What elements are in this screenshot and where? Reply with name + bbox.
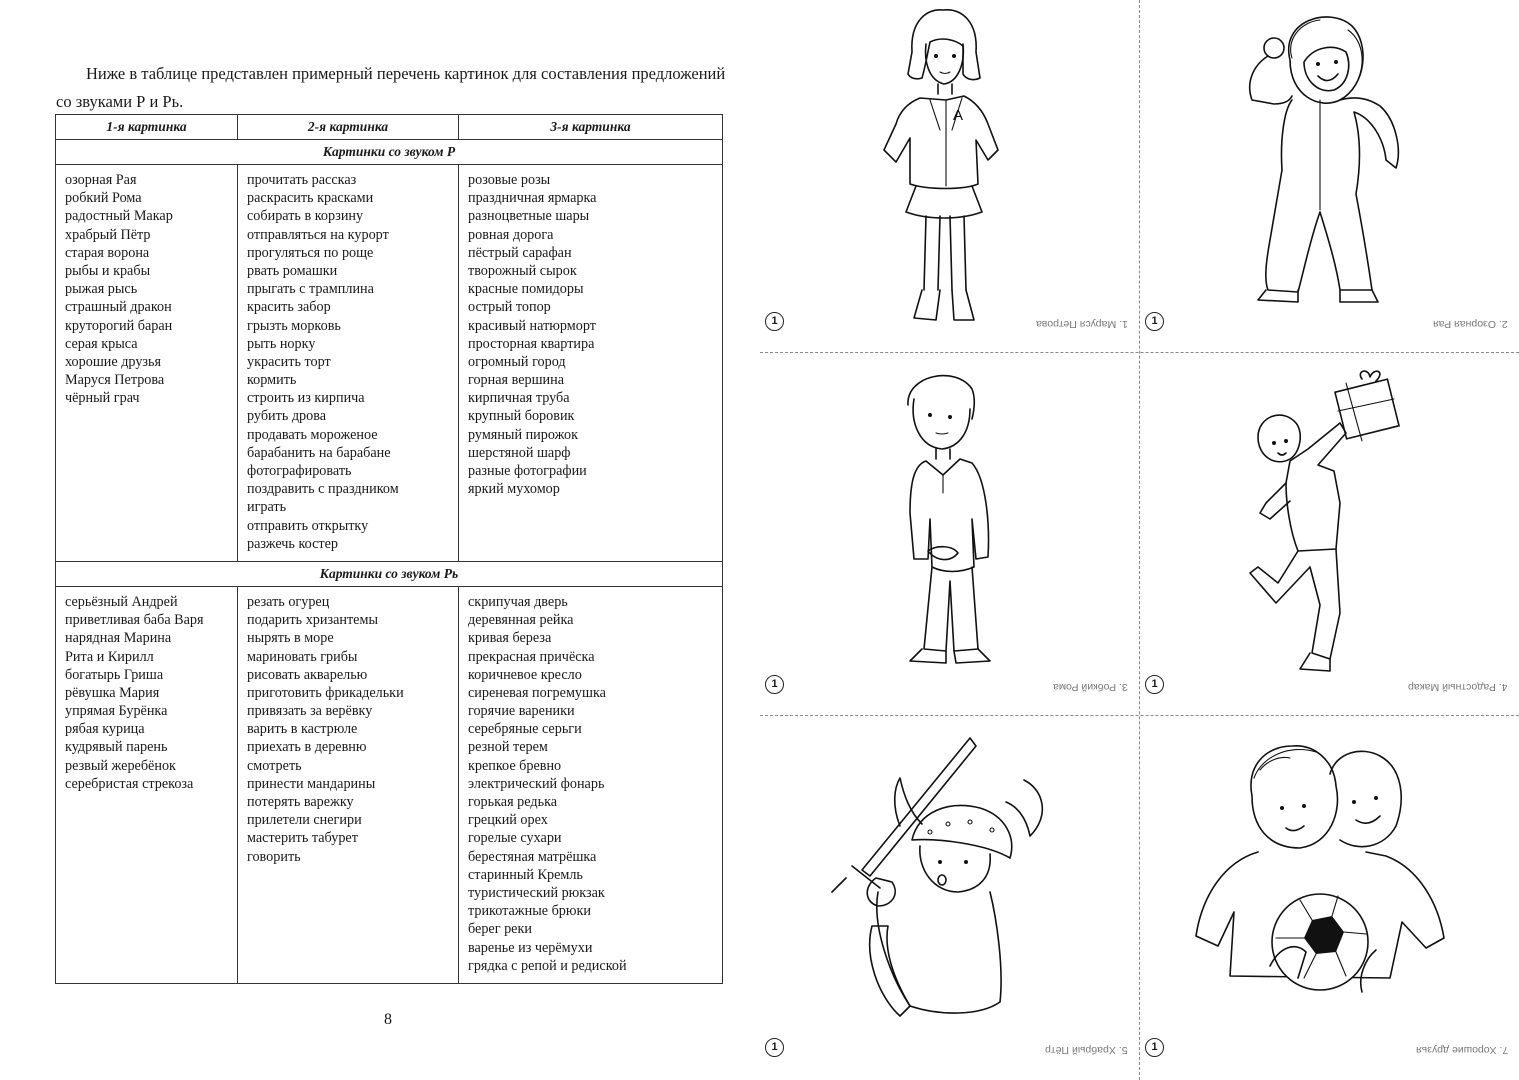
list-r-col1 [65,171,237,407]
list-item: рыбы и крабы [65,262,151,279]
list-item: привязать за верёвку [247,703,373,720]
list-item: играть [247,499,287,516]
list-item: красивый натюрморт [468,317,596,334]
card-5-caption: 5. Храбрый Пётр [1045,1044,1128,1056]
list-item: электрический фонарь [468,775,605,792]
list-item: прогуляться по роще [247,244,374,261]
list-item: кормить [247,372,297,389]
list-item: старая ворона [65,244,150,261]
list-item: приготовить фрикадельки [247,684,404,701]
list-item: Маруся Петрова [65,372,165,389]
header-picture-1: 1-я картинка [56,115,238,140]
table-header-row [56,115,723,140]
list-item: украсить торт [247,353,331,370]
list-item: поздравить с праздником [247,481,399,498]
card-2-caption: 2. Озорная Рая [1433,318,1508,330]
picture-card-3 [760,353,1140,716]
list-item: радостный Макар [65,208,173,225]
list-item: скрипучая дверь [468,593,568,610]
list-item: мастерить табурет [247,830,358,847]
list-item: богатырь Гриша [65,666,164,683]
list-item: румяный пирожок [468,426,579,443]
list-item: горячие вареники [468,703,575,720]
list-item: прилетели снегири [247,812,362,829]
list-item: хорошие друзья [65,353,162,370]
list-item: просторная квартира [468,335,595,352]
list-item: берег реки [468,921,532,938]
list-item: рисовать акварелью [247,666,368,683]
list-rj-col2 [247,593,458,866]
list-item: упрямая Бурёнка [65,703,168,720]
list-item: крепкое бревно [468,757,562,774]
section-rj-row [56,586,723,983]
card-3-caption: 3. Робкий Рома [1053,681,1128,693]
list-item: коричневое кресло [468,666,582,683]
section-r-col1 [56,165,238,562]
joyful-boy-with-gift-illustration [1140,353,1519,693]
list-item: фотографировать [247,463,352,479]
list-item: говорить [247,848,301,865]
list-item: рвать ромашки [247,262,338,279]
list-item: грызть морковь [247,317,341,334]
list-rj-col1 [65,593,237,793]
list-item: прыгать с трамплина [247,281,374,298]
list-item: берестяная матрёшка [468,848,597,865]
section-r-title-row [56,140,723,165]
card-4-badge: 1 [1145,675,1164,694]
list-item: разноцветные шары [468,208,590,225]
list-item: горелые сухари [468,830,562,847]
list-item: Рита и Кирилл [65,648,154,665]
list-item: острый топор [468,299,551,316]
list-item: смотреть [247,757,302,774]
list-item: приехать в деревню [247,739,367,756]
list-item: приветливая баба Варя [65,612,204,629]
list-item: серая крыса [65,335,138,352]
header-picture-2: 2-я картинка [238,115,459,140]
list-item: грядка с репой и редиской [468,957,627,974]
list-item: творожный сырок [468,262,577,279]
intro-paragraph: Ниже в таблице представлен примерный перечень картинок для составления предложений со звуками Р и Рь. [56,64,726,111]
list-item: пёстрый сарафан [468,244,572,261]
list-item: робкий Рома [65,190,142,207]
section-r-col2 [238,165,459,562]
list-item: праздничная ярмарка [468,190,597,207]
card-1-caption: 1. Маруся Петрова [1036,318,1128,330]
section-r-title: Картинки со звуком Р [56,140,723,165]
list-item: храбрый Пётр [65,226,151,243]
header-picture-3: 3-я картинка [459,115,723,140]
list-item: кривая береза [468,630,552,647]
list-item: туристический рюкзак [468,884,605,901]
section-rj-title: Картинки со звуком Рь [56,561,723,586]
list-item: варить в кастрюле [247,721,358,738]
list-item: отправляться на курорт [247,226,389,243]
section-rj-col2 [238,586,459,983]
picture-card-6 [1140,716,1519,1079]
list-item: собирать в корзину [247,208,364,225]
list-item: нырять в море [247,630,334,647]
list-item: отправить открытку [247,517,369,534]
list-item: строить из кирпича [247,390,365,407]
list-item: кудрявый парень [65,739,168,756]
list-item: потерять варежку [247,794,354,810]
list-item: продавать мороженое [247,426,378,443]
girl-illustration [760,0,1140,340]
list-item: серебристая стрекоза [65,775,194,792]
list-item: горная вершина [468,372,565,389]
card-2-badge: 1 [1145,312,1164,331]
list-item: грецкий орех [468,812,548,829]
list-item: горькая редька [468,794,558,810]
card-6-badge: 1 [1145,1038,1164,1057]
list-item: резать огурец [247,593,330,610]
picture-card-4 [1140,353,1519,716]
word-table [55,114,723,984]
list-item: чёрный грач [65,390,140,407]
list-item: нарядная Марина [65,630,172,647]
list-item: рыжая рысь [65,281,138,298]
list-item: прекрасная причёска [468,648,595,665]
brave-viking-boy-illustration [760,716,1140,1056]
list-rj-col3 [468,593,722,975]
picture-card-5 [760,716,1140,1079]
right-page [760,0,1519,1080]
list-item: рябая курица [65,721,145,738]
list-r-col2 [247,171,458,553]
list-item: серьёзный Андрей [65,593,178,610]
list-r-col3 [468,171,722,498]
svg-text:A: A [953,107,964,124]
list-item: подарить хризантемы [247,612,378,629]
card-1-badge: 1 [765,312,784,331]
list-item: ровная дорога [468,226,554,243]
card-5-badge: 1 [765,1038,784,1057]
list-item: сиреневая погремушка [468,684,606,701]
list-item: красные помидоры [468,281,584,298]
list-item: резвый жеребёнок [65,757,176,774]
list-item: розовые розы [468,172,551,188]
snowsuit-child-illustration [1140,0,1519,340]
list-item: старинный Кремль [468,866,583,883]
list-item: принести мандарины [247,775,376,792]
list-item: варенье из черёмухи [468,939,593,956]
shy-boy-illustration [760,353,1140,693]
list-item: деревянная рейка [468,612,574,629]
list-item: серебряные серьги [468,721,582,738]
section-r-row [56,165,723,562]
list-item: кирпичная труба [468,390,570,407]
list-item: барабанить на барабане [247,444,391,461]
picture-card-2 [1140,0,1519,363]
section-rj-title-row [56,561,723,586]
list-item: страшный дракон [65,299,172,316]
list-item: красить забор [247,299,331,316]
list-item: озорная Рая [65,172,137,188]
list-item: мариновать грибы [247,648,358,665]
list-item: круторогий баран [65,317,173,334]
list-item: трикотажные брюки [468,903,591,920]
list-item: рёвушка Мария [65,684,160,701]
good-friends-illustration [1140,716,1519,1056]
page-number: 8 [384,1011,392,1028]
list-item: яркий мухомор [468,481,560,498]
list-item: рыть норку [247,335,316,352]
list-item: разжечь костер [247,535,338,552]
list-item: резной терем [468,739,548,756]
list-item: крупный боровик [468,408,575,425]
section-rj-col1 [56,586,238,983]
section-r-col3 [459,165,723,562]
list-item: шерстяной шарф [468,444,571,461]
picture-card-1 [760,0,1140,363]
card-4-caption: 4. Радостный Макар [1408,681,1508,693]
list-item: раскрасить красками [247,190,374,207]
list-item: прочитать рассказ [247,172,357,188]
list-item: рубить дрова [247,408,327,425]
section-rj-col3 [459,586,723,983]
list-item: огромный город [468,353,566,370]
list-item: разные фотографии [468,463,587,479]
card-6-caption: 7. Хорошие друзья [1415,1044,1508,1056]
card-3-badge: 1 [765,675,784,694]
